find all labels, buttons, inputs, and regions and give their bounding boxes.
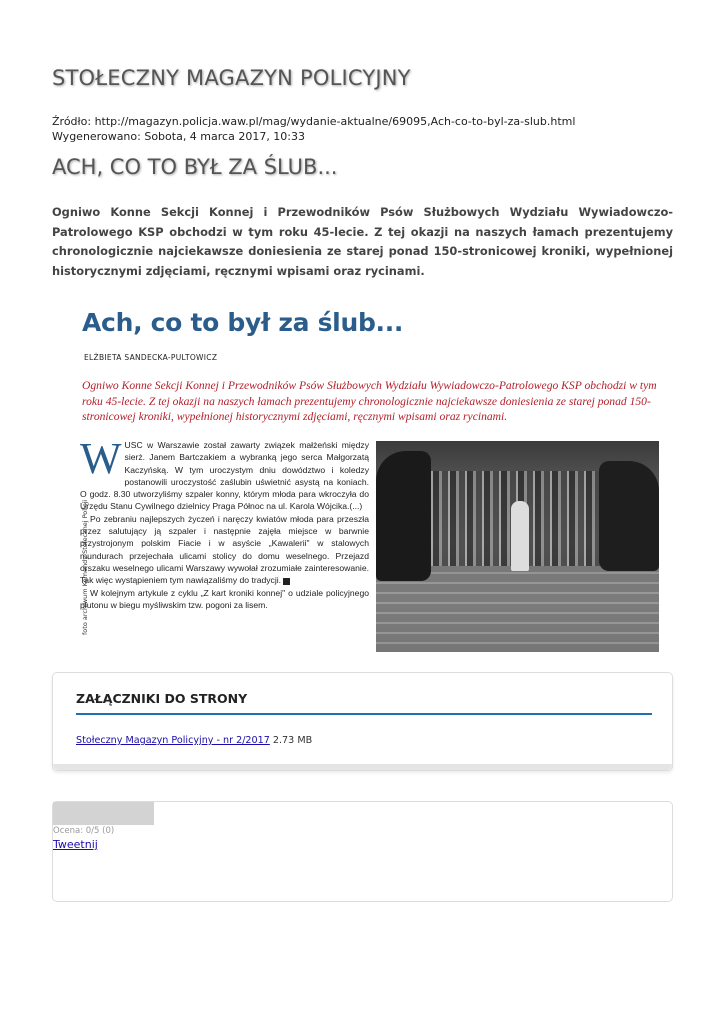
generated-line: Wygenerowano: Sobota, 4 marca 2017, 10:33 — [52, 130, 306, 143]
article-title: ACH, CO TO BYŁ ZA ŚLUB... — [52, 155, 338, 179]
photo-credit: foto archiwum Komendy Stołecznej Policji — [81, 499, 89, 635]
horse-right-shape — [599, 461, 659, 571]
page-meta — [52, 114, 575, 144]
attachments-heading: ZAŁĄCZNIKI DO STRONY — [76, 691, 248, 706]
article-lead: Ogniwo Konne Sekcji Konnej i Przewodników Psów Służbowych Wydziału Wywiadowczo-Patrolowego KSP obchodzi w tym roku 45-lecie. Z tej okazji na naszych łamach prezentujemy chronologicznie najciekawsze doniesienia ze starej ponad 150-stronicowej kroniki, wypełnionej historycznymi zdjęciami, ręcznymi wpisami oraz rycinami. — [52, 205, 673, 278]
dropcap: W — [80, 434, 122, 483]
rating-stars[interactable] — [53, 802, 154, 825]
attachment-link[interactable]: Stołeczny Magazyn Policyjny - nr 2/2017 — [76, 735, 270, 746]
end-mark-icon — [283, 578, 290, 585]
attachment-item — [76, 735, 312, 746]
rating-box — [52, 801, 673, 902]
attachments-box — [52, 672, 673, 771]
attachments-footer-bar — [53, 764, 672, 770]
site-title: STOŁECZNY MAGAZYN POLICYJNY — [52, 66, 411, 90]
scan-title: Ach, co to był za ślub... — [82, 308, 404, 337]
scan-paragraph-3: W kolejnym artykule z cyklu „Z kart kroniki konnej" o udziale policyjnego plutonu w biegu myśliwskim tzw. pogoni za lisem. — [80, 587, 369, 610]
bride-shape — [511, 501, 529, 571]
source-line: Źródło: http://magazyn.policja.waw.pl/mag/wydanie-aktualne/69095,Ach-co-to-byl-za-slub.html — [52, 115, 576, 128]
attachments-divider — [76, 713, 652, 715]
scan-paragraph-2: Po zebraniu najlepszych życzeń i naręczy kwiatów młoda para przeszła przez salutujący ją szpaler i następnie zajęła miejsce w barwnie przystrojonym polskim Fiacie i w asyście „Kawalerii" w stalowych mundurach przejechała ulicami stolicy do domu weselnego. Przejazd orszaku weselnego ulicami Warszawy wywołał zrozumiałe zainteresowanie. Tak więc wystąpieniem tym nawiązaliśmy do tradycji. — [80, 513, 369, 586]
attachment-size: 2.73 MB — [272, 735, 313, 746]
scan-author: ELŻBIETA SANDECKA-PULTOWICZ — [84, 353, 218, 362]
wedding-photo — [376, 441, 659, 652]
horse-left-shape — [376, 451, 431, 581]
scan-paragraph-1: USC w Warszawie został zawarty związek małżeński między sierż. Janem Bartczakiem a wybranką jego serca Małgorzatą Kaczyńską. W tym uroczystym dniu dowództwo i koledzy postanowili uroczystość zaślubin uświetnić asystą na koniach. O godz. 8.30 utworzyliśmy szpaler konny, którym młoda para wkroczyła do Urzędu Stanu Cywilnego dzielnicy Praga Północ na ul. Karola Wójcika.(...) — [80, 440, 369, 512]
tweet-link[interactable]: Tweetnij — [53, 838, 98, 851]
rating-text: Ocena: 0/5 (0) — [53, 826, 115, 836]
scan-body — [80, 434, 369, 611]
magazine-scan-image — [52, 296, 673, 654]
scan-lead: Ogniwo Konne Sekcji Konnej i Przewodników Psów Służbowych Wydziału Wywiadowczo-Patrolowego KSP obchodzi w tym roku 45-lecie. Z tej okazji na naszych łamach prezentujemy chronologicznie najciekawsze doniesienia ze starej ponad 150-stronicowej kroniki, wypełnionej historycznymi zdjęciami, ręcznymi wpisami oraz rycinami. — [82, 379, 657, 423]
